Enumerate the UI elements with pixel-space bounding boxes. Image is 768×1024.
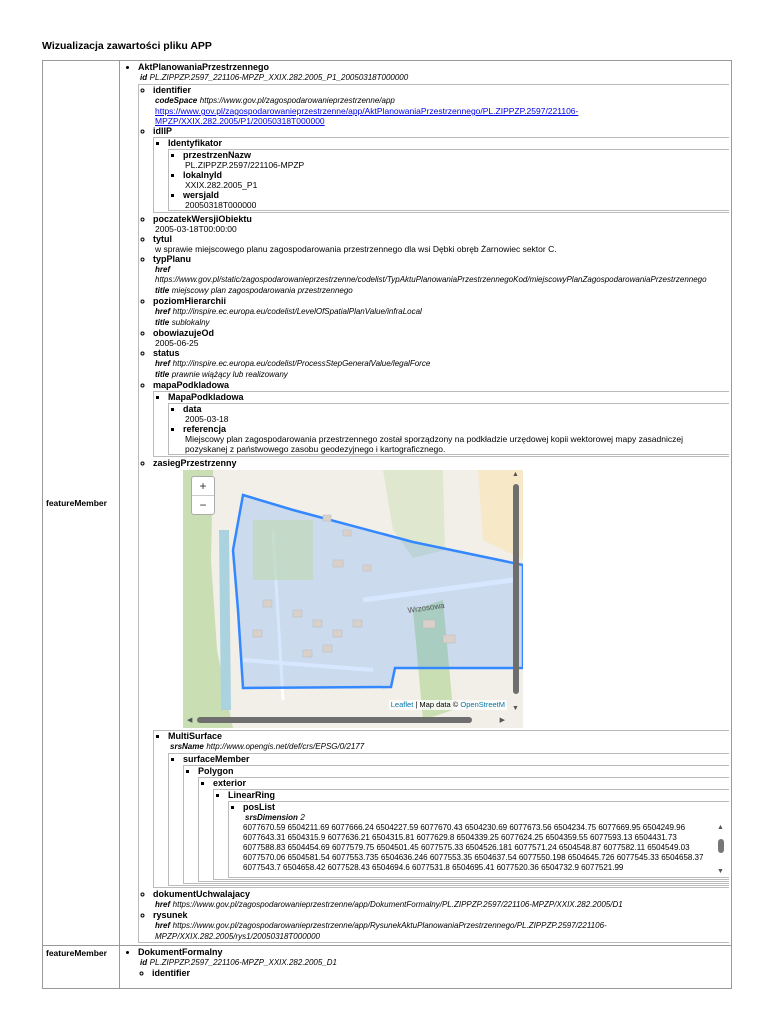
zasieg-label: zasiegPrzestrzenny	[153, 458, 237, 468]
list-item	[153, 296, 729, 328]
map-tiles	[183, 470, 523, 728]
list-item	[183, 150, 729, 170]
typ-planu-href: https://www.gov.pl/static/zagospodarowanieprzestrzenne/codelist/TypAktuPlanowaniaPrzestrzennegoKod/miejscowyPlanZagospodarowaniaPrzestrzennego	[155, 275, 707, 284]
tytul-value: w sprawie miejscowego planu zagospodarowania przestrzennego dla wsi Dębki obręb Żarnowiec sektor C.	[155, 244, 557, 254]
id-key: id	[140, 73, 148, 82]
poziom-label: poziomHierarchii	[153, 296, 227, 306]
exterior-label: exterior	[213, 778, 247, 788]
list-item	[138, 62, 729, 943]
feature-member-label: featureMember	[43, 61, 120, 946]
idiip-label: idIIP	[153, 126, 173, 136]
poziom-href: http://inspire.ec.europa.eu/codelist/LevelOfSpatialPlanValue/infraLocal	[172, 307, 422, 316]
map-vertical-scrollbar[interactable]	[512, 472, 520, 710]
list-item	[198, 766, 729, 882]
poslist-scrollbox[interactable]	[243, 823, 729, 877]
typ-planu-title: miejscowy plan zagospodarowania przestrzennego	[171, 286, 353, 295]
map-attribution	[389, 700, 507, 710]
map-view[interactable]	[183, 470, 523, 728]
list-item	[228, 790, 729, 878]
list-item	[168, 731, 729, 886]
linear-ring-label: LinearRing	[228, 790, 276, 800]
typ-planu-label: typPlanu	[153, 254, 192, 264]
scroll-down-icon[interactable]: ▼	[717, 868, 724, 875]
zoom-control	[191, 476, 215, 515]
srsdim-value: 2	[300, 813, 305, 822]
rysunek-href: https://www.gov.pl/zagospodarowanieprzestrzenne/app/RysunekAktuPlanowaniaPrzestrzennego/PL.ZIPPZP.2597/221106-MPZP/XXIX.282.2005/rys1/20050318T000000	[155, 921, 607, 941]
map-horizontal-scrollbar[interactable]	[187, 716, 505, 724]
feature-member-content	[120, 61, 732, 946]
feature-table	[42, 60, 732, 989]
dokument-label: dokumentUchwalajacy	[153, 889, 251, 899]
title-key: title	[155, 370, 170, 379]
list-item	[213, 778, 729, 880]
poczatek-value: 2005-03-18T00:00:00	[155, 224, 237, 234]
list-item	[153, 126, 729, 213]
zoom-out-button[interactable]: −	[199, 498, 207, 512]
identifier-label: identifier	[153, 85, 192, 95]
id-value: PL.ZIPPZP.2597_221106-MPZP_XXIX.282.2005_P1_20050318T000000	[149, 73, 409, 82]
identifier-label: identifier	[152, 968, 191, 978]
id-value: PL.ZIPPZP.2597_221106-MPZP_XXIX.282.2005_D1	[149, 958, 338, 967]
data-value: 2005-03-18	[185, 414, 229, 424]
srsname-key: srsName	[170, 742, 204, 751]
poslist-label: posList	[243, 802, 276, 812]
href-key: href	[155, 307, 171, 316]
obowiazuje-value: 2005-06-25	[155, 338, 199, 348]
identifier-link[interactable]: https://www.gov.pl/zagospodarowanieprzestrzenne/app/AktPlanowaniaPrzestrzennego/PL.ZIPPZP.2597/221106-MPZP/XXIX.282.2005/P1/20050318T000000	[155, 106, 579, 126]
srsdim-key: srsDimension	[245, 813, 298, 822]
lokalny-id-label: lokalnyId	[183, 170, 223, 180]
feature-member-content	[120, 946, 732, 989]
list-item	[153, 328, 729, 348]
status-href: http://inspire.ec.europa.eu/codelist/ProcessStepGeneralValue/legalForce	[172, 359, 431, 368]
table-row	[43, 946, 732, 989]
title-key: title	[155, 286, 170, 295]
href-key: href	[155, 900, 171, 909]
surface-member-label: surfaceMember	[183, 754, 250, 764]
status-title: prawnie wiążący lub realizowany	[171, 370, 288, 379]
scroll-left-icon[interactable]: ◀	[187, 717, 193, 724]
attribution-sep: | Map data ©	[413, 700, 461, 709]
przestrzen-nazw-value: PL.ZIPPZP.2597/221106-MPZP	[185, 160, 305, 170]
href-key: href	[155, 265, 171, 274]
lokalny-id-value: XXIX.282.2005_P1	[185, 180, 258, 190]
table-row	[43, 61, 732, 946]
href-key: href	[155, 359, 171, 368]
list-item	[153, 348, 729, 380]
list-item	[183, 424, 729, 454]
list-item	[153, 458, 729, 888]
list-item	[168, 138, 729, 211]
scroll-down-icon[interactable]: ▼	[512, 705, 519, 712]
list-item	[153, 214, 729, 234]
status-label: status	[153, 348, 180, 358]
list-item	[153, 85, 729, 126]
identyfikator-label: Identyfikator	[168, 138, 223, 148]
poslist-scrollbar[interactable]	[717, 823, 725, 877]
list-item	[153, 380, 729, 457]
list-item	[152, 968, 729, 978]
rysunek-label: rysunek	[153, 910, 188, 920]
dok-title: DokumentFormalny	[138, 947, 223, 957]
tytul-label: tytul	[153, 234, 172, 244]
data-label: data	[183, 404, 202, 414]
srsname-value: http://www.opengis.net/def/crs/EPSG/0/2177	[206, 742, 365, 751]
list-item	[153, 889, 729, 910]
list-item	[183, 170, 729, 190]
codespace-key: codeSpace	[155, 96, 198, 105]
mapa-label: mapaPodkladowa	[153, 380, 230, 390]
codespace-value: https://www.gov.pl/zagospodarowanieprzestrzenne/app	[199, 96, 395, 105]
scroll-right-icon[interactable]: ▶	[499, 717, 505, 724]
polygon-label: Polygon	[198, 766, 234, 776]
poczatek-label: poczatekWersjiObiektu	[153, 214, 252, 224]
feature-member-label: featureMember	[43, 946, 120, 989]
mapa-inner-label: MapaPodkladowa	[168, 392, 244, 402]
page-title: Wizualizacja zawartości pliku APP	[42, 40, 212, 52]
scroll-up-icon[interactable]: ▲	[512, 471, 519, 478]
list-item	[138, 947, 729, 978]
akt-title: AktPlanowaniaPrzestrzennego	[138, 62, 270, 72]
list-item	[183, 404, 729, 424]
title-key: title	[155, 318, 170, 327]
list-item	[153, 234, 729, 254]
street-label: Wrzosowa	[407, 600, 446, 615]
multisurface-label: MultiSurface	[168, 731, 223, 741]
obowiazuje-label: obowiazujeOd	[153, 328, 215, 338]
referencja-value: Miejscowy plan zagospodarowania przestrzennego został sporządzony na podkładzie urzędowej kopii wektorowej mapy zasadniczej pozyskanej z państwowego zasobu geodezyjnego i kartograficznego.	[185, 434, 683, 454]
list-item	[153, 910, 729, 942]
dokument-href: https://www.gov.pl/zagospodarowanieprzestrzenne/app/DokumentFormalny/PL.ZIPPZP.2597/221106-MPZP/XXIX.282.2005/D1	[172, 900, 623, 909]
wersja-id-label: wersjaId	[183, 190, 220, 200]
leaflet-link[interactable]: Leaflet	[390, 700, 414, 709]
href-key: href	[155, 921, 171, 930]
wersja-id-value: 20050318T000000	[185, 200, 257, 210]
przestrzen-nazw-label: przestrzenNazw	[183, 150, 252, 160]
list-item	[243, 802, 729, 877]
poziom-title: sublokalny	[171, 318, 210, 327]
list-item	[168, 392, 729, 455]
referencja-label: referencja	[183, 424, 227, 434]
poslist-value: 6077670.59 6504211.69 6077666.24 6504227.59 6077670.43 6504230.69 6077673.56 6504234.75 6077669.95 6504249.96 6077643.31 6504315.9 6077636.21 6504315.81 6077629.8 6504339.25 6077624.25 6504359.55 6077593.13 6504431.73 6077588.83 6504454.69 6077579.75 6504501.45 6077575.33 6504526.181 6077571.24 6504548.87 6077582.11 6504549.03 6077570.06 6504581.54 6077553.735 6504636.246 6077553.35 6504637.54 6077550.198 6504645.726 6077545.33 6504658.37 6077543.7 6504658.42 6077528.43 6504694.6 6077531.8 6504695.41 6077520.36 6504732.9 6077521.99	[243, 823, 704, 872]
list-item	[153, 254, 729, 296]
scroll-up-icon[interactable]: ▲	[717, 824, 724, 831]
id-key: id	[140, 958, 148, 967]
list-item	[183, 190, 729, 210]
osm-link[interactable]: OpenStreetM	[460, 700, 505, 709]
zoom-in-button[interactable]: +	[192, 477, 214, 496]
list-item	[183, 754, 729, 884]
